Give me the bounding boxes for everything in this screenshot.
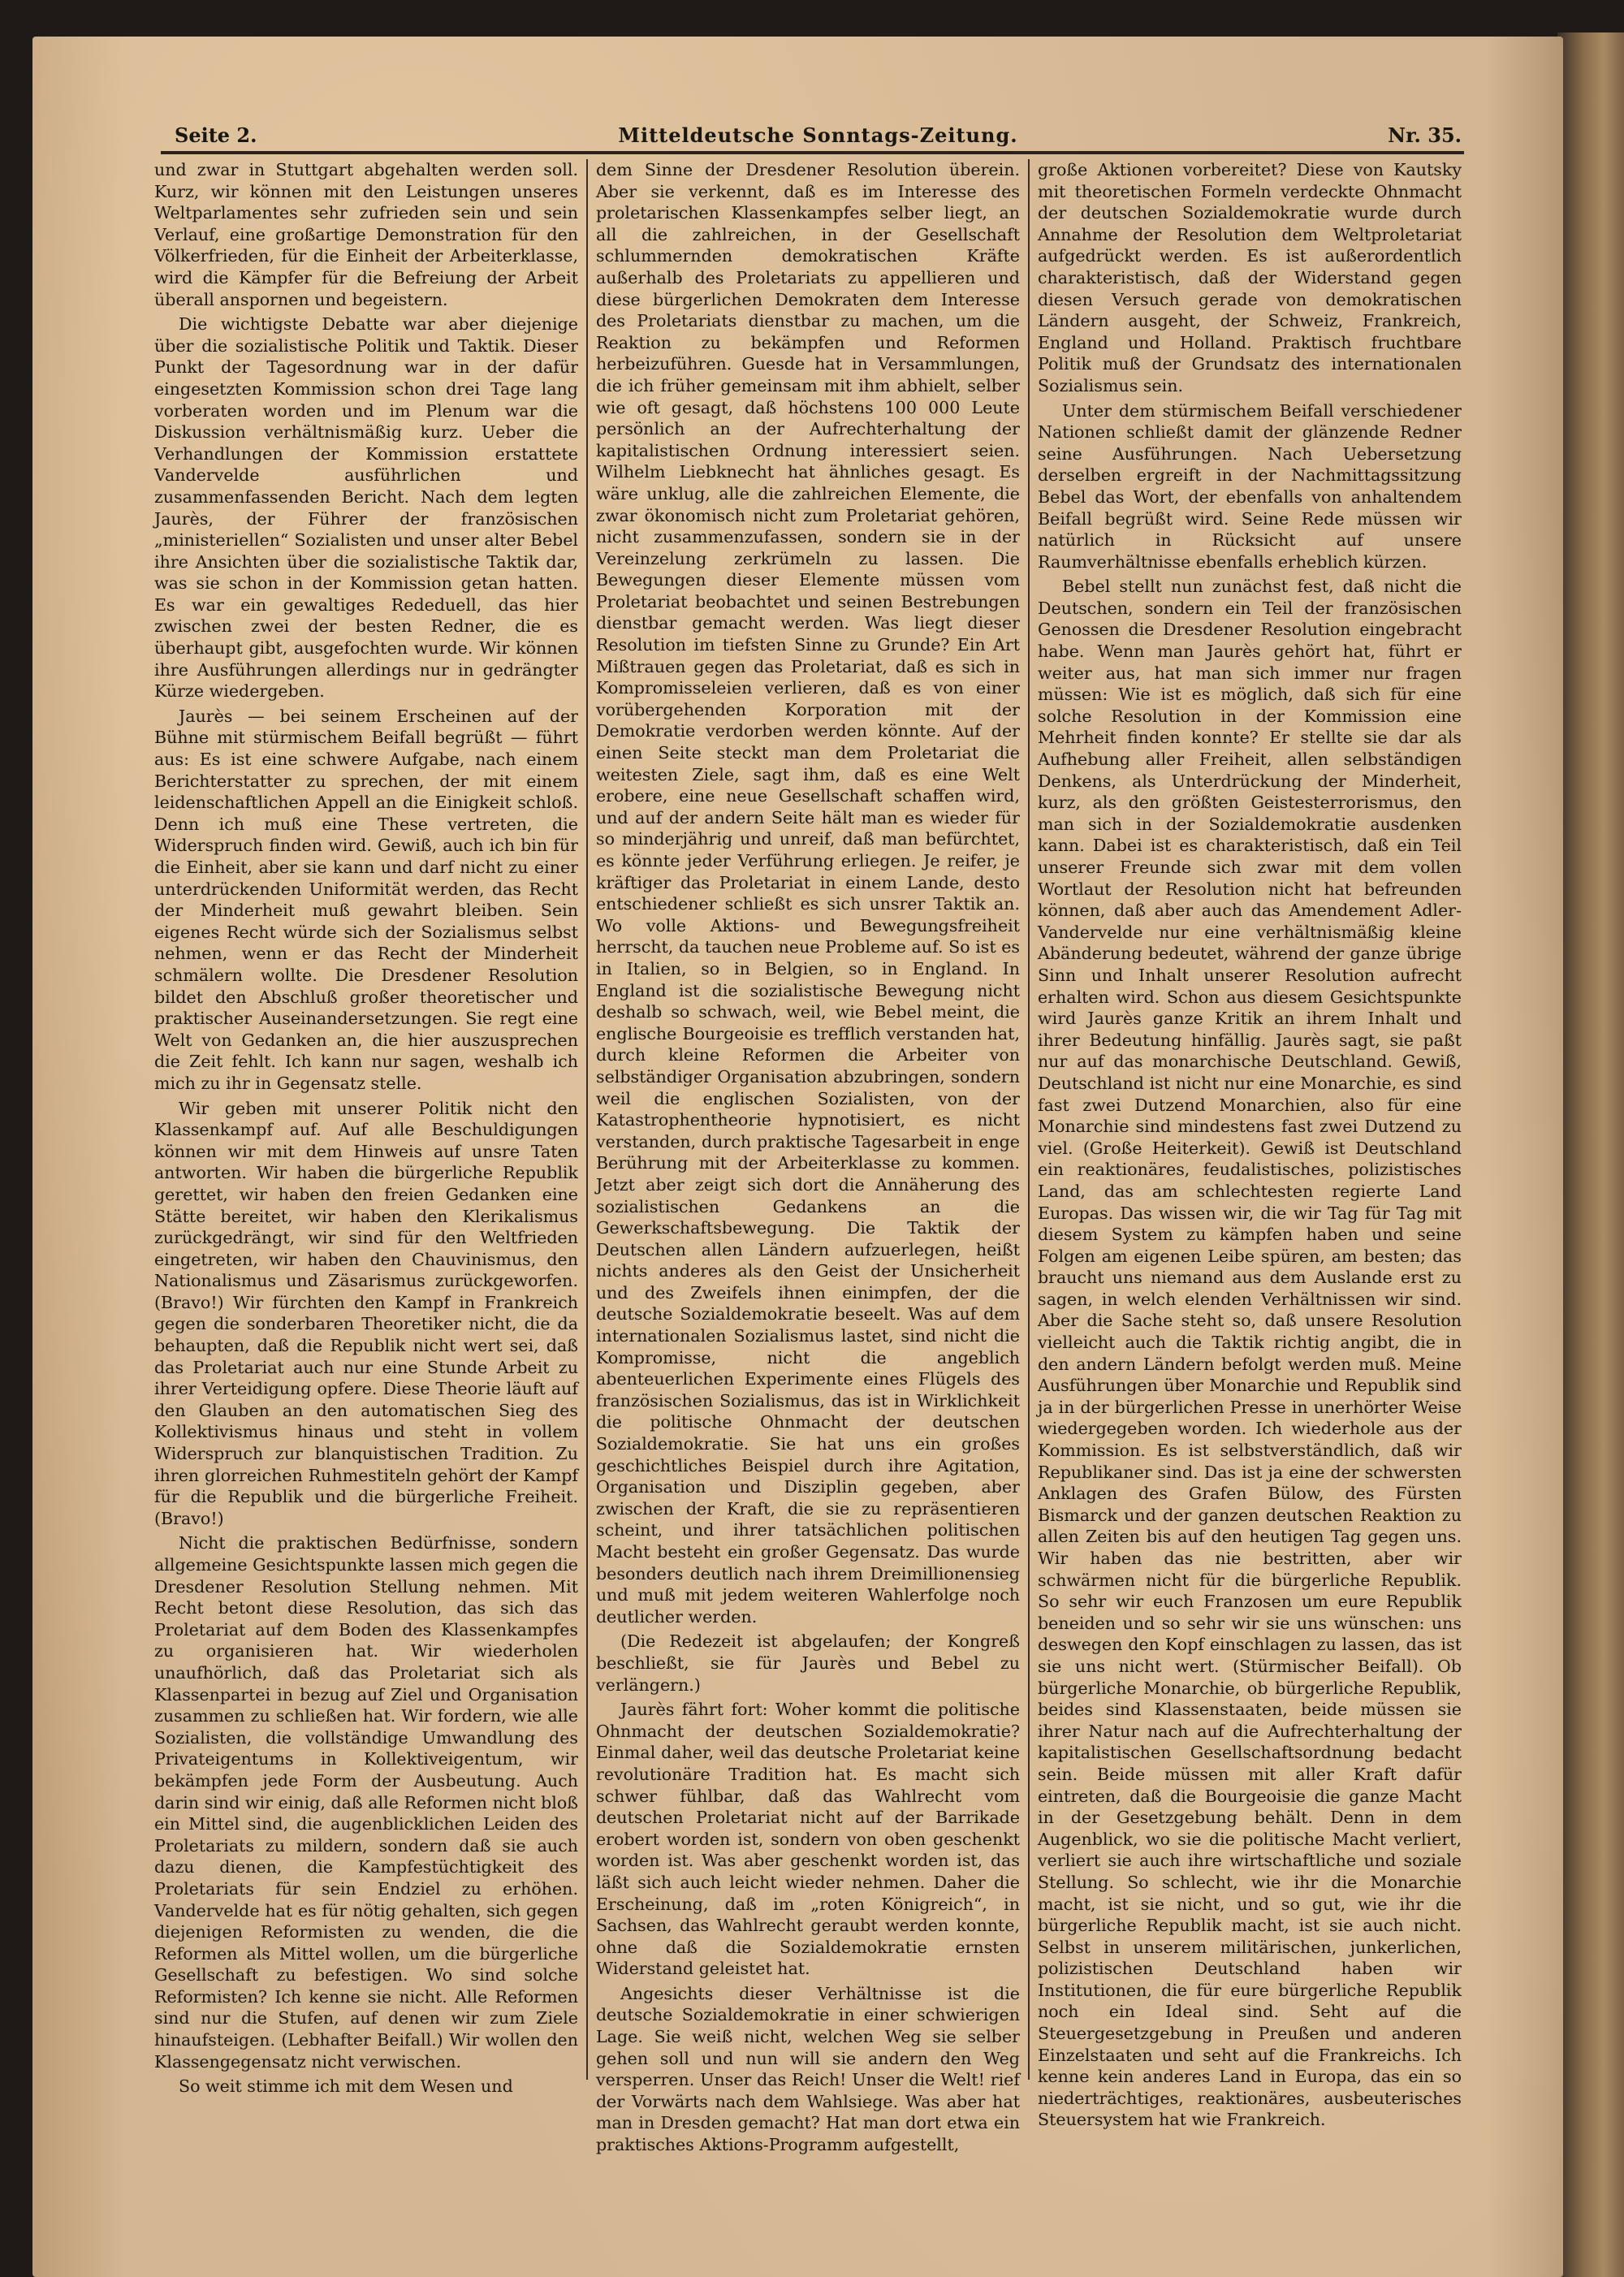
column-divider (1028, 159, 1030, 2080)
page-number: Seite 2. (175, 123, 257, 147)
article-paragraph: dem Sinne der Dresdener Resolution überein. Aber sie verkennt, daß es im Interesse des proletarischen Klassenkampfes selber liegt, an all die zahlreichen, in der Gesellschaft schlummernden demokratischen Kräfte außerhalb des Proletariats zu appellieren und diese bürgerlichen Demokraten dem Interesse des Proletariats dienstbar zu machen, um die Reaktion zu bekämpfen und Reformen herbeizuführen. Guesde hat in Versammlungen, die ich früher gemeinsam mit ihm abhielt, selber wie oft gesagt, daß höchstens 100 000 Leute persönlich an der Aufrechterhaltung der kapitalistischen Ordnung interessiert seien. Wilhelm Liebknecht hat ähnliches gesagt. Es wäre unklug, alle die zahlreichen Elemente, die zwar ökonomisch nicht zum Proletariat gehören, nicht zusammenzufassen, sondern sie in der Vereinzelung zerkrümeln zu lassen. Die Bewegungen dieser Elemente müssen vom Proletariat beobachtet und seinen Bestrebungen dienstbar gemacht werden. Was liegt dieser Resolution im tiefsten Sinne zu Grunde? Ein Art Mißtrauen gegen das Proletariat, daß es sich in Kompromisseleien verlieren, daß es von einer vorübergehenden Korporation mit der Demokratie verdorben werden könnte. Auf der einen Seite steckt man dem Proletariat die weitesten Ziele, sagt ihm, daß es eine Welt erobere, eine neue Gesellschaft schaffen wird, und auf der andern Seite hält man es wieder für so minderjährig und unreif, daß man befürchtet, es könnte jeder Verführung erliegen. Je reifer, je kräftiger das Proletariat in einem Lande, desto entschiedener schließt es sich unsrer Taktik an. Wo volle Aktions- und Bewegungsfreiheit herrscht, da tauchen neue Probleme auf. So ist es in Italien, so in Belgien, so in England. In England ist die sozialistische Bewegung nicht deshalb so schwach, weil, wie Bebel meint, die englische Bourgeoisie es trefflich verstanden hat, durch kleine Reformen die Arbeiter von selbständiger Organisation abzubringen, sondern weil die englischen Sozialisten, von der Katastrophentheorie hypnotisiert, es nicht verstanden, durch praktische Tagesarbeit in enge Berührung mit der Arbeiterklasse zu kommen. Jetzt aber zeigt sich dort die Annäherung des sozialistischen Gedankens an die Gewerkschaftsbewegung. Die Taktik der Deutschen allen Ländern aufzuerlegen, heißt nichts anderes als den Geist der Unsicherheit und des Zweifels ihnen einimpfen, der die deutsche Sozialdemokratie beseelt. Was auf dem internationalen Sozialismus lastet, sind nicht die Kompromisse, nicht die angeblich abenteuerlichen Experimente eines Flügels des französischen Sozialismus, das ist in Wirklichkeit die politische Ohnmacht der deutschen Sozialdemokratie. Sie hat uns ein großes geschichtliches Beispiel durch ihre Agitation, Organisation und Disziplin gegeben, aber zwischen der Kraft, die sie zu repräsentieren scheint, und ihrer tatsächlichen politischen Macht besteht ein großer Gegensatz. Das wurde besonders deutlich nach ihrem Dreimillionensieg und muß mit jedem weiteren Wahlerfolge noch deutlicher werden. (596, 160, 1020, 1627)
article-paragraph: Unter dem stürmischem Beifall verschiedener Nationen schließt damit der glänzende Redner seine Ausführungen. Nach Uebersetzung derselben ergreift in der Nachmittagssitzung Bebel das Wort, der ebenfalls von anhaltendem Beifall begrüßt wird. Seine Rede müssen wir natürlich in Rücksicht auf unsere Raumverhältnisse ebenfalls erheblich kürzen. (1038, 400, 1462, 572)
issue-number: Nr. 35. (1388, 123, 1462, 147)
article-paragraph: Jaurès fährt fort: Woher kommt die politische Ohnmacht der deutschen Sozialdemokratie? Einmal daher, weil das deutsche Proletariat keine revolutionäre Tradition hat. Es macht sich schwer fühlbar, daß das Wahlrecht vom deutschen Proletariat nicht auf der Barrikade erobert worden ist, sondern von oben geschenkt worden ist. Was aber geschenkt worden ist, das läßt sich auch leicht wieder nehmen. Daher die Erscheinung, daß im „roten Königreich“, in Sachsen, das Wahlrecht geraubt werden konnte, ohne daß die Sozialdemokratie ernsten Widerstand geleistet hat. (596, 1700, 1020, 1979)
article-paragraph: Jaurès — bei seinem Erscheinen auf der Bühne mit stürmischem Beifall begrüßt — führt aus: Es ist eine schwere Aufgabe, nach einem Berichterstatter zu sprechen, der mit einem leidenschaftlichen Appell an die Einigkeit schloß. Denn ich muß eine These vertreten, die Widerspruch finden wird. Gewiß, auch ich bin für die Einheit, aber sie kann und darf nicht zu einer unterdrückenden Uniformität werden, das Recht der Minderheit muß gewahrt bleiben. Sein eigenes Recht würde sich der Sozialismus selbst nehmen, wenn er das Recht der Minderheit schmälern wollte. Die Dresdener Resolution bildet den Abschluß großer theoretischer und praktischer Auseinandersetzungen. Sie regt eine Welt von Gedanken an, die hier auszusprechen die Zeit fehlt. Ich kann nur sagen, weshalb ich mich zu ihr in Gegensatz stelle. (154, 706, 578, 1093)
header-rule (161, 151, 1464, 154)
column-2 (596, 159, 1020, 2155)
article-paragraph: große Aktionen vorbereitet? Diese von Kautsky mit theoretischen Formeln verdeckte Ohnmacht der deutschen Sozialdemokratie wurde durch Annahme der Resolution dem Weltproletariat aufgedrückt werden. Es ist außerordentlich charakteristisch, daß der Widerstand gegen diesen Versuch gerade von demokratischen Ländern ausgeht, der Schweiz, Frankreich, England und Holland. Praktisch fruchtbare Politik muß der Grundsatz des internationalen Sozialismus sein. (1038, 160, 1462, 395)
adjacent-page-edge (1557, 32, 1624, 2277)
article-paragraph: (Die Redezeit ist abgelaufen; der Kongreß beschließt, sie für Jaurès und Bebel zu verlängern.) (596, 1631, 1020, 1695)
article-paragraph: und zwar in Stuttgart abgehalten werden soll. Kurz, wir können mit den Leistungen unseres Weltparlamentes sehr zufrieden sein und sein Verlauf, eine großartige Demonstration für den Völkerfrieden, für die Einheit der Arbeiterklasse, wird die Kämpfer für die Befreiung der Arbeit überall anspornen und begeistern. (154, 160, 578, 309)
article-paragraph: Angesichts dieser Verhältnisse ist die deutsche Sozialdemokratie in einer schwierigen Lage. Sie weiß nicht, welchen Weg sie selber gehen soll und nun will sie andern den Weg versperren. Unser das Reich! Unser die Welt! rief der Vorwärts nach dem Wahlsiege. Was aber hat man in Dresden gemacht? Hat man dort etwa ein praktisches Aktions-Programm aufgestellt, (596, 1983, 1020, 2155)
article-paragraph: Wir geben mit unserer Politik nicht den Klassenkampf auf. Auf alle Beschuldigungen können wir mit dem Hinweis auf unsre Taten antworten. Wir haben die bürgerliche Republik gerettet, wir haben den freien Gedanken eine Stätte bereitet, wir haben den Klerikalismus zurückgedrängt, wir sind für den Weltfrieden eingetreten, wir haben den Chauvinismus, den Nationalismus und Zäsarismus zurückgeworfen. (Bravo!) Wir fürchten den Kampf in Frankreich gegen die sonderbaren Theoretiker nicht, die da behaupten, daß die Republik nicht wert sei, daß das Proletariat auch nur eine Stunde Arbeit zu ihrer Verteidigung opfere. Diese Theorie läuft auf den Glauben an den automatischen Sieg des Kollektivismus hinaus und steht in vollem Widerspruch zur blanquistischen Tradition. Zu ihren glorreichen Ruhmestiteln gehört der Kampf für die Republik und die bürgerliche Freiheit. (Bravo!) (154, 1098, 578, 1528)
article-paragraph: Bebel stellt nun zunächst fest, daß nicht die Deutschen, sondern ein Teil der französischen Genossen die Dresdener Resolution eingebracht habe. Wenn man Jaurès gehört hat, führt er weiter aus, hat man sich immer nur fragen müssen: Wie ist es möglich, daß sich für eine solche Resolution in der Kommission eine Mehrheit finden konnte? Er stellte sie dar als Aufhebung aller Freiheit, allen selbständigen Denkens, als Unterdrückung der Minderheit, kurz, als den größten Geistesterrorismus, den man sich in der Sozialdemokratie ausdenken kann. Dabei ist es charakteristisch, daß ein Teil unserer Freunde sich zwar mit dem vollen Wortlaut der Resolution nicht hat befreunden können, daß aber auch das Amendement Adler-Vandervelde nur eine verhältnismäßig kleine Abänderung bedeutet, während der ganze übrige Sinn und Inhalt unserer Resolution aufrecht erhalten wird. Schon aus diesem Gesichtspunkte wird Jaurès ganze Kritik an ihrem Inhalt und ihrer Bedeutung hinfällig. Jaurès sagt, sie paßt nur auf das monarchische Deutschland. Gewiß, Deutschland ist nicht nur eine Monarchie, es sind fast zwei Dutzend Monarchien, also für eine Monarchie sind mindestens fast zwei Dutzend zu viel. (Große Heiterkeit). Gewiß ist Deutschland ein reaktionäres, feudalistisches, polizistisches Land, das am schlechtesten regierte Land Europas. Das wissen wir, die wir Tag für Tag mit diesem System zu kämpfen haben und seine Folgen am eigenen Leibe spüren, am besten; das braucht uns niemand aus dem Auslande erst zu sagen, in welch elenden Verhältnissen wir sind. Aber die Sache steht so, daß unsere Resolution vielleicht auch die Taktik richtig angibt, die in den andern Ländern befolgt werden muß. Meine Ausführungen über Monarchie und Republik sind ja in der bürgerlichen Presse in unerhörter Weise wiedergegeben worden. Ich wiederhole aus der Kommission. Es ist selbstverständlich, daß wir Republikaner sind. Das ist ja eine der schwersten Anklagen des Grafen Bülow, des Fürsten Bismarck und der ganzen deutschen Reaktion zu allen Zeiten bis auf den heutigen Tag gegen uns. Wir haben das nie bestritten, aber wir schwärmen nicht für die bürgerliche Republik. So sehr wir euch Franzosen um eure Republik beneiden und so sehr wir sie uns wünschen: uns deswegen den Kopf einschlagen zu lassen, das ist sie uns nicht wert. (Stürmischer Beifall). Ob bürgerliche Monarchie, ob bürgerliche Republik, beides sind Klassenstaaten, beide müssen sie ihrer Natur nach auf die Aufrechterhaltung der kapitalistischen Gesellschaftsordnung bedacht sein. Beide müssen mit aller Kraft dafür eintreten, daß die Bourgeoisie die ganze Macht in der Gesetzgebung behält. Denn in dem Augenblick, wo sie die politische Macht verliert, verliert sie auch ihre wirtschaftliche und soziale Stellung. So schlecht, wie ihr die Monarchie macht, ist sie nicht, und so gut, wie ihr die bürgerliche Republik macht, ist sie auch nicht. Selbst in unserem militärischen, junkerlichen, polizistischen Deutschland haben wir Institutionen, die für eure bürgerliche Republik noch ein Ideal sind. Seht auf die Steuergesetzgebung in Preußen und anderen Einzelstaaten und seht auf die Frankreichs. Ich kenne kein anderes Land in Europa, das ein so niederträchtiges, reaktionäres, ausbeuterisches Steuersystem hat wie Frankreich. (1038, 577, 1462, 2130)
column-3 (1038, 159, 1462, 2130)
page-header (175, 123, 1462, 151)
column-divider (586, 159, 588, 2080)
article-paragraph: Nicht die praktischen Bedürfnisse, sondern allgemeine Gesichtspunkte lassen mich gegen die Dresdener Resolution Stellung nehmen. Mit Recht betont diese Resolution, das sich das Proletariat auf dem Boden des Klassenkampfes zu organisieren hat. Wir wiederholen unaufhörlich, daß das Proletariat sich als Klassenpartei in bezug auf Ziel und Organisation zusammen zu schließen hat. Wir fordern, wie alle Sozialisten, die vollständige Umwandlung des Privateigentums in Kollektiveigentum, wir bekämpfen jede Form der Ausbeutung. Auch darin sind wir einig, daß alle Reformen nicht bloß ein Mittel sind, die augenblicklichen Leiden des Proletariats zu mildern, sondern daß sie auch dazu dienen, die Kampfestüchtigkeit des Proletariats für sein Endziel zu erhöhen. Vandervelde hat es für nötig gehalten, sich gegen diejenigen Reformisten zu wenden, die die Reformen als Mittel wollen, um die bürgerliche Gesellschaft zu befestigen. Wo sind solche Reformisten? Ich kenne sie nicht. Alle Reformen sind nur die Stufen, auf denen wir zum Ziele hinaufsteigen. (Lebhafter Beifall.) Wir wollen den Klassengegensatz nicht verwischen. (154, 1533, 578, 2072)
newspaper-title: Mitteldeutsche Sonntags-Zeitung. (618, 123, 1018, 147)
article-paragraph: Die wichtigste Debatte war aber diejenige über die sozialistische Politik und Taktik. Dieser Punkt der Tagesordnung war in der dafür eingesetzten Kommission schon drei Tage lang vorberaten worden und im Plenum war die Diskussion verhältnismäßig kurz. Ueber die Verhandlungen der Kommission erstattete Vandervelde ausführlichen und zusammenfassenden Bericht. Nach dem legten Jaurès, der Führer der französischen „ministeriellen“ Sozialisten und unser alter Bebel ihre Ansichten über die sozialistische Taktik dar, was sie schon in der Kommission getan hatten. Es war ein gewaltiges Rededuell, das hier zwischen zwei der besten Redner, die es überhaupt gibt, ausgefochten wurde. Wir können ihre Ausführungen allerdings nur in gedrängter Kürze wiedergeben. (154, 314, 578, 702)
article-paragraph: So weit stimme ich mit dem Wesen und (179, 2076, 513, 2097)
column-1 (154, 159, 578, 2097)
